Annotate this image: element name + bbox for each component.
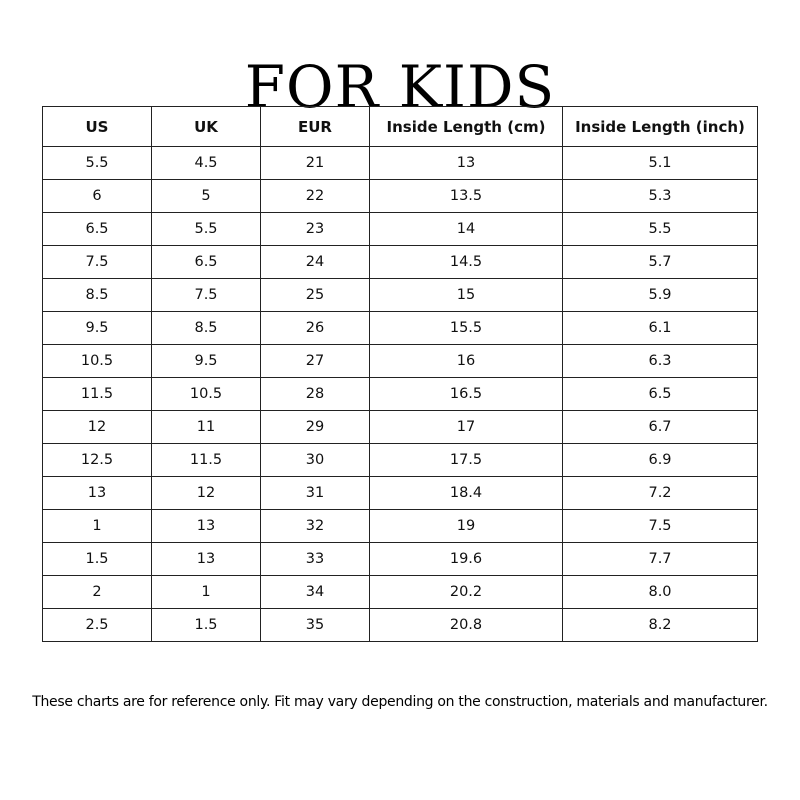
cell-eur: 23 xyxy=(261,213,370,246)
table-body xyxy=(43,147,758,642)
cell-eur: 31 xyxy=(261,477,370,510)
cell-inside-length-inch: 8.2 xyxy=(563,609,758,642)
table-row xyxy=(43,378,758,411)
cell-eur: 34 xyxy=(261,576,370,609)
table-row xyxy=(43,147,758,180)
cell-uk: 1 xyxy=(152,576,261,609)
table-row xyxy=(43,576,758,609)
cell-inside-length-inch: 6.9 xyxy=(563,444,758,477)
cell-eur: 22 xyxy=(261,180,370,213)
cell-eur: 26 xyxy=(261,312,370,345)
cell-uk: 4.5 xyxy=(152,147,261,180)
table-row xyxy=(43,213,758,246)
cell-eur: 30 xyxy=(261,444,370,477)
cell-us: 11.5 xyxy=(43,378,152,411)
cell-us: 6.5 xyxy=(43,213,152,246)
cell-eur: 33 xyxy=(261,543,370,576)
cell-eur: 29 xyxy=(261,411,370,444)
size-chart-table xyxy=(42,106,758,642)
cell-uk: 9.5 xyxy=(152,345,261,378)
cell-uk: 11.5 xyxy=(152,444,261,477)
header-inside-length-cm: Inside Length (cm) xyxy=(370,107,563,147)
table-row xyxy=(43,411,758,444)
cell-uk: 5 xyxy=(152,180,261,213)
cell-us: 10.5 xyxy=(43,345,152,378)
table-row xyxy=(43,345,758,378)
cell-inside-length-cm: 19.6 xyxy=(370,543,563,576)
cell-inside-length-inch: 7.2 xyxy=(563,477,758,510)
cell-inside-length-cm: 16.5 xyxy=(370,378,563,411)
page-title: FOR KIDS xyxy=(244,52,556,121)
cell-eur: 27 xyxy=(261,345,370,378)
table-row xyxy=(43,609,758,642)
table-row xyxy=(43,312,758,345)
cell-inside-length-cm: 18.4 xyxy=(370,477,563,510)
cell-inside-length-cm: 20.8 xyxy=(370,609,563,642)
cell-inside-length-cm: 15 xyxy=(370,279,563,312)
cell-eur: 35 xyxy=(261,609,370,642)
cell-inside-length-cm: 15.5 xyxy=(370,312,563,345)
cell-inside-length-cm: 13.5 xyxy=(370,180,563,213)
table-row xyxy=(43,180,758,213)
cell-inside-length-cm: 13 xyxy=(370,147,563,180)
cell-eur: 32 xyxy=(261,510,370,543)
table-row xyxy=(43,510,758,543)
cell-inside-length-inch: 6.5 xyxy=(563,378,758,411)
cell-inside-length-inch: 7.5 xyxy=(563,510,758,543)
table-row xyxy=(43,477,758,510)
cell-inside-length-inch: 7.7 xyxy=(563,543,758,576)
cell-us: 2.5 xyxy=(43,609,152,642)
table-row xyxy=(43,444,758,477)
cell-uk: 5.5 xyxy=(152,213,261,246)
cell-inside-length-inch: 6.7 xyxy=(563,411,758,444)
cell-uk: 7.5 xyxy=(152,279,261,312)
cell-us: 7.5 xyxy=(43,246,152,279)
cell-us: 12 xyxy=(43,411,152,444)
header-eur: EUR xyxy=(261,107,370,147)
cell-us: 8.5 xyxy=(43,279,152,312)
table-row xyxy=(43,543,758,576)
cell-uk: 13 xyxy=(152,543,261,576)
cell-inside-length-inch: 6.1 xyxy=(563,312,758,345)
cell-inside-length-cm: 20.2 xyxy=(370,576,563,609)
cell-us: 2 xyxy=(43,576,152,609)
cell-eur: 25 xyxy=(261,279,370,312)
cell-inside-length-inch: 5.9 xyxy=(563,279,758,312)
cell-uk: 1.5 xyxy=(152,609,261,642)
cell-eur: 28 xyxy=(261,378,370,411)
cell-inside-length-cm: 16 xyxy=(370,345,563,378)
cell-inside-length-cm: 17 xyxy=(370,411,563,444)
cell-us: 5.5 xyxy=(43,147,152,180)
header-us: US xyxy=(43,107,152,147)
header-uk: UK xyxy=(152,107,261,147)
cell-inside-length-cm: 14.5 xyxy=(370,246,563,279)
cell-inside-length-cm: 17.5 xyxy=(370,444,563,477)
cell-us: 6 xyxy=(43,180,152,213)
cell-us: 9.5 xyxy=(43,312,152,345)
header-inside-length-inch: Inside Length (inch) xyxy=(563,107,758,147)
cell-uk: 11 xyxy=(152,411,261,444)
cell-eur: 21 xyxy=(261,147,370,180)
table-row xyxy=(43,279,758,312)
cell-inside-length-inch: 5.7 xyxy=(563,246,758,279)
cell-inside-length-cm: 19 xyxy=(370,510,563,543)
cell-inside-length-inch: 6.3 xyxy=(563,345,758,378)
cell-uk: 12 xyxy=(152,477,261,510)
table-header-row xyxy=(43,107,758,147)
cell-uk: 10.5 xyxy=(152,378,261,411)
table-row xyxy=(43,246,758,279)
cell-inside-length-cm: 14 xyxy=(370,213,563,246)
reference-note: These charts are for reference only. Fit may vary depending on the construction, materials and manufacturer. xyxy=(32,694,768,710)
cell-inside-length-inch: 8.0 xyxy=(563,576,758,609)
cell-uk: 8.5 xyxy=(152,312,261,345)
cell-eur: 24 xyxy=(261,246,370,279)
cell-inside-length-inch: 5.1 xyxy=(563,147,758,180)
cell-us: 13 xyxy=(43,477,152,510)
cell-us: 1.5 xyxy=(43,543,152,576)
cell-inside-length-inch: 5.3 xyxy=(563,180,758,213)
cell-us: 1 xyxy=(43,510,152,543)
table-header xyxy=(43,107,758,147)
cell-uk: 6.5 xyxy=(152,246,261,279)
cell-inside-length-inch: 5.5 xyxy=(563,213,758,246)
cell-uk: 13 xyxy=(152,510,261,543)
cell-us: 12.5 xyxy=(43,444,152,477)
